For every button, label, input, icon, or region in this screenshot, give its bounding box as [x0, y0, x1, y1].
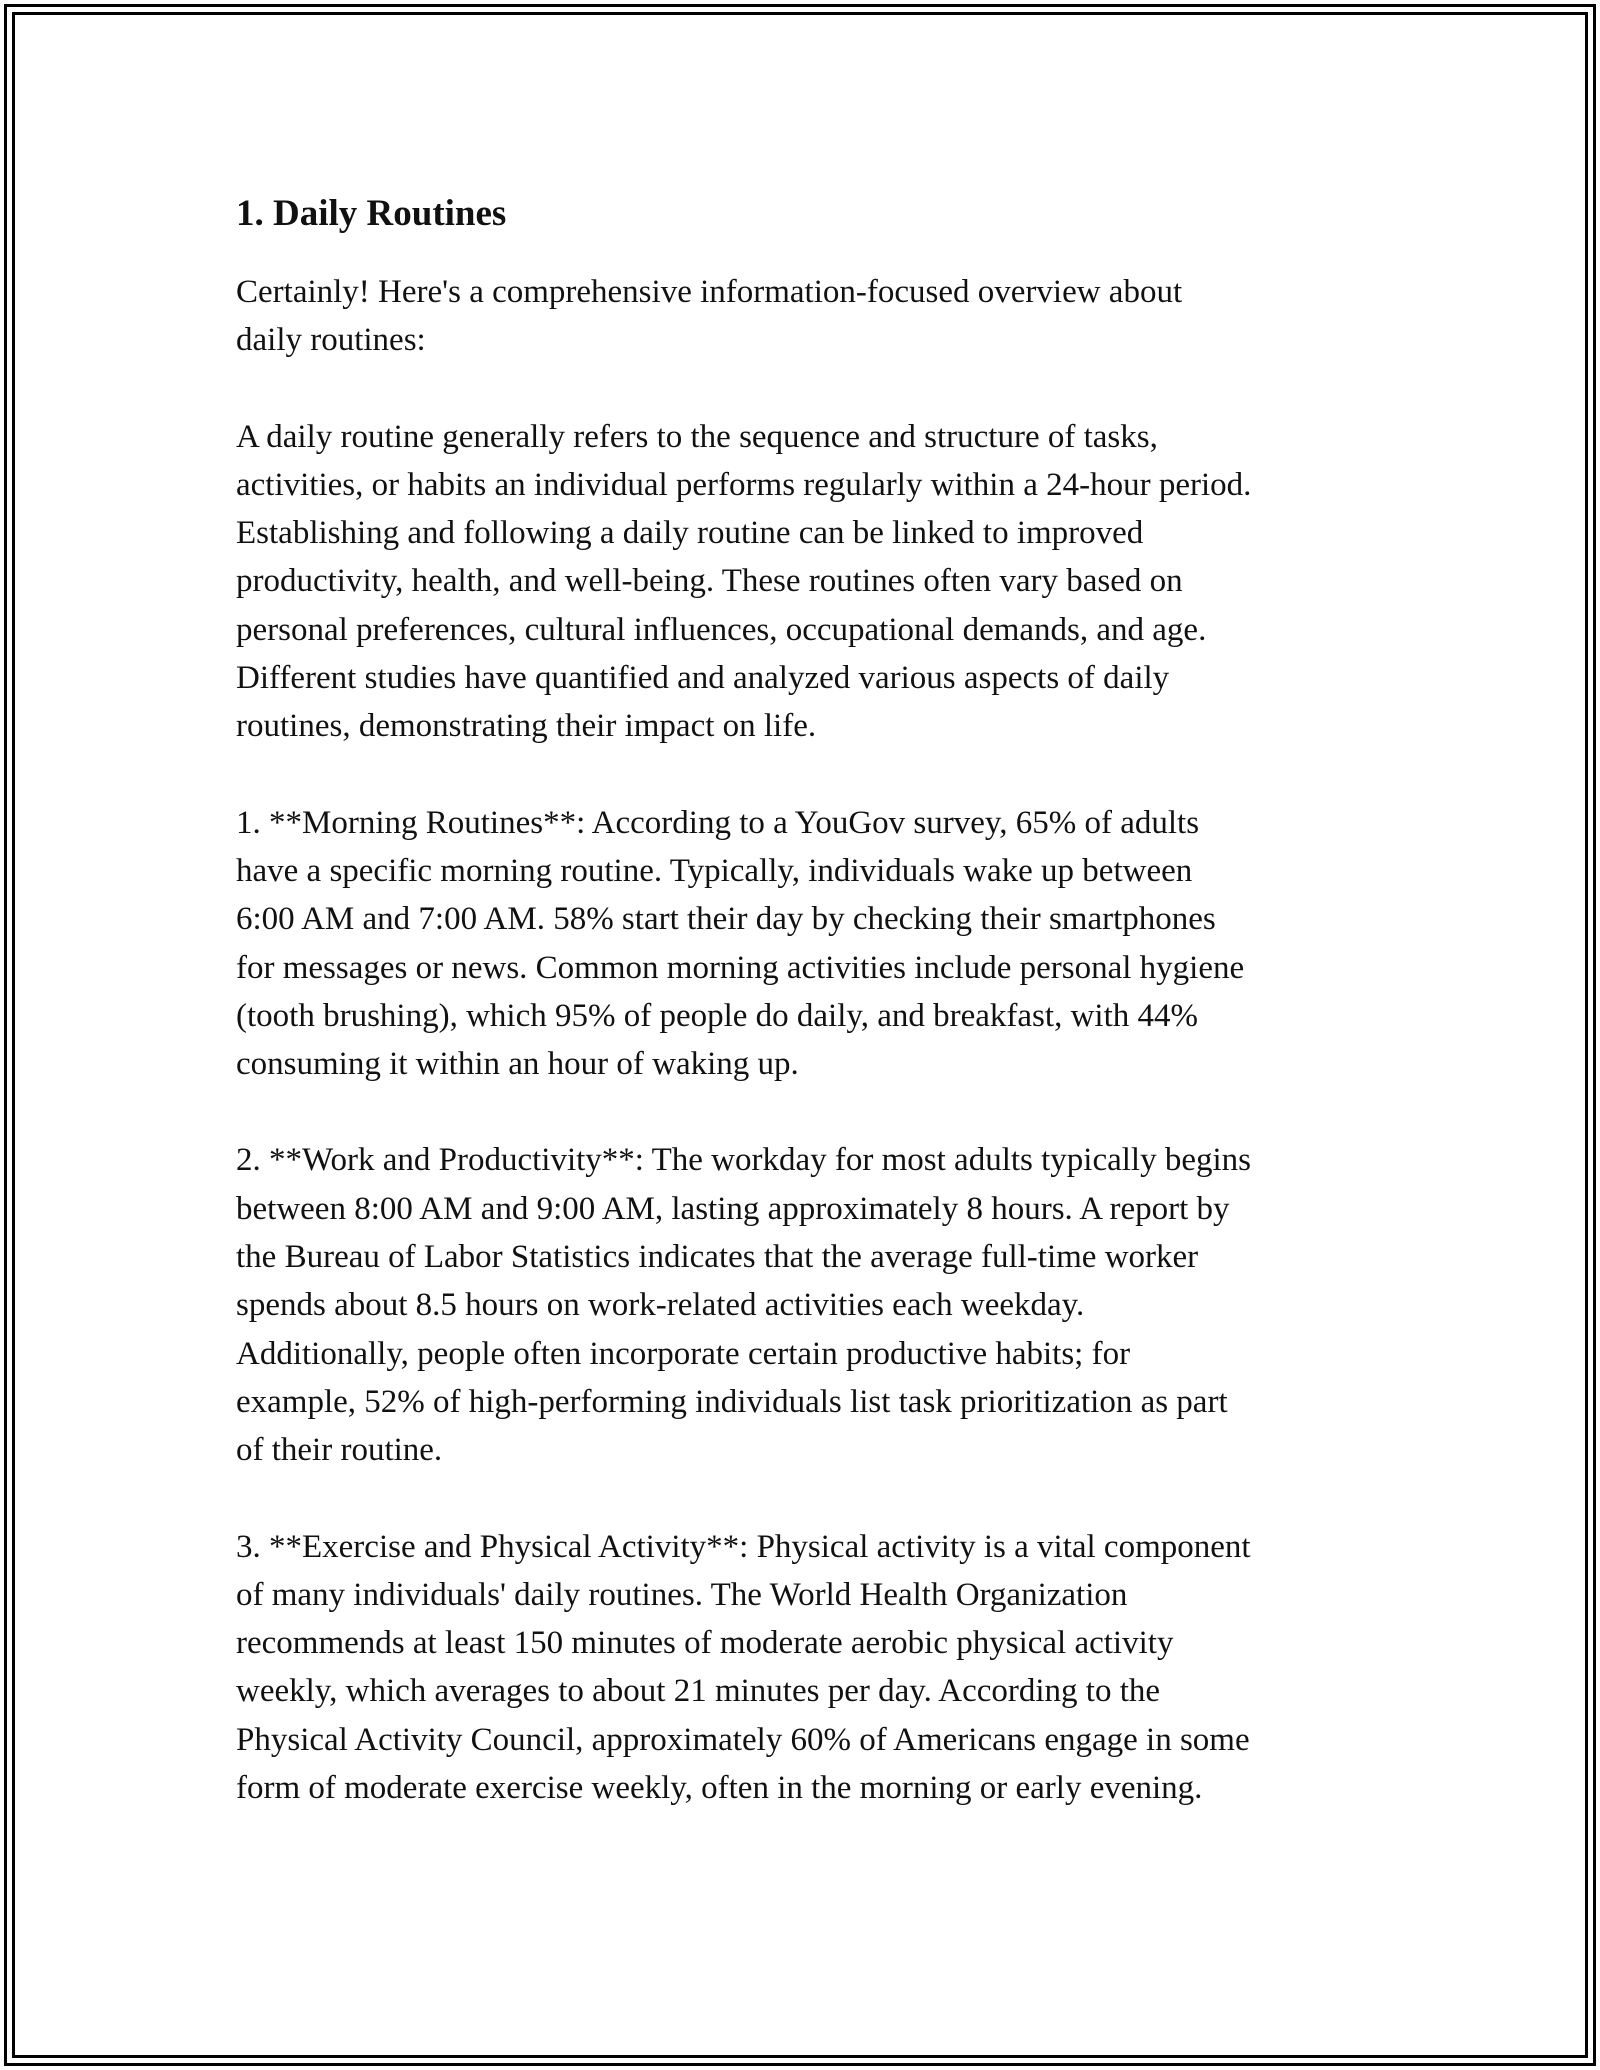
intro-paragraph: Certainly! Here's a comprehensive information-focused overview about daily routines:	[236, 274, 1183, 359]
work-productivity-paragraph: 2. **Work and Productivity**: The workday for most adults typically begins between 8:00 AM and 9:00 AM, lasting approximately 8 hours. A report by the Bureau of Labor Statistics indicates that the average full-time worker spends about 8.5 hours on work-related activities each weekday. Additionally, people often incorporate certain productive habits; for example, 52% of high-performing individuals list task prioritization as part of their routine.	[236, 1142, 1252, 1469]
definition-paragraph: A daily routine generally refers to the sequence and structure of tasks, activities, or habits an individual performs regularly within a 24-hour period. Establishing and following a daily routine can be linked to improved productivity, health, and well-being. These routines often vary based on personal preferences, cultural influences, occupational demands, and age. Different studies have quantified and analyzed various aspects of daily routines, demonstrating their impact on life.	[236, 418, 1252, 745]
exercise-paragraph: 3. **Exercise and Physical Activity**: Physical activity is a vital component of many individuals' daily routines. The World Health Organization recommends at least 150 minutes of moderate aerobic physical activity weekly, which averages to about 21 minutes per day. According to the Physical Activity Council, approximately 60% of Americans engage in some form of moderate exercise weekly, often in the morning or early evening.	[236, 1528, 1251, 1807]
morning-routines-paragraph: 1. **Morning Routines**: According to a YouGov survey, 65% of adults have a specific morning routine. Typically, individuals wake up between 6:00 AM and 7:00 AM. 58% start their day by checking their smartphones for messages or news. Common morning activities include personal hygiene (tooth brushing), which 95% of people do daily, and breakfast, with 44% consuming it within an hour of waking up.	[236, 804, 1245, 1083]
document-page	[236, 186, 1386, 1860]
page-title: 1. Daily Routines	[236, 193, 507, 234]
